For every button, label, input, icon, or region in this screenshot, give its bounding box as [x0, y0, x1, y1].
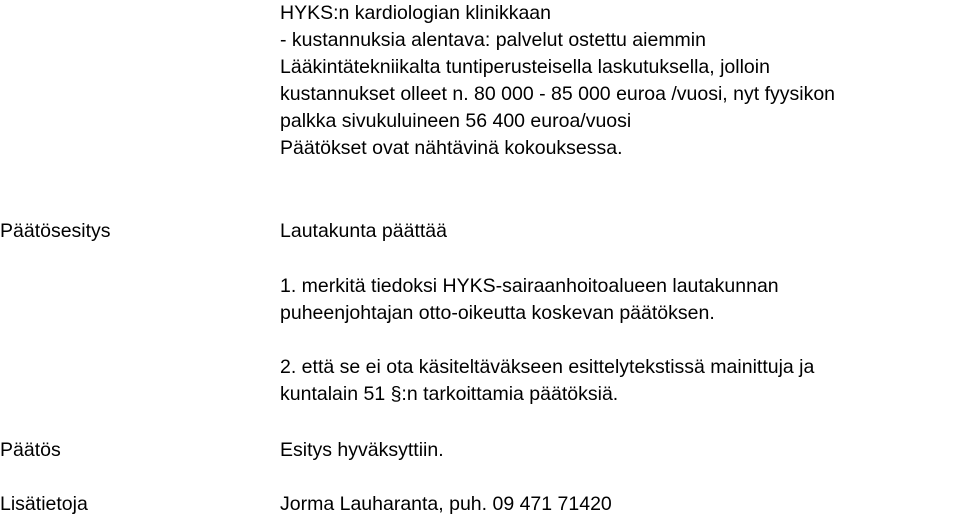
proposal-lead: Lautakunta päättää	[280, 220, 447, 242]
info-label: Lisätietoja	[0, 493, 88, 515]
intro-line: Lääkintätekniikalta tuntiperusteisella laskutuksella, jolloin	[280, 56, 770, 78]
proposal-item-1-line-2: puheenjohtajan otto-oikeutta koskevan päätöksen.	[280, 302, 715, 324]
decision-text: Esitys hyväksyttiin.	[280, 439, 444, 461]
info-contact: Jorma Lauharanta, puh. 09 471 71420	[280, 493, 612, 515]
proposal-item-1-line-1: 1. merkitä tiedoksi HYKS-sairaanhoitoalueen lautakunnan	[280, 275, 779, 297]
intro-line: - kustannuksia alentava: palvelut ostettu aiemmin	[280, 29, 706, 51]
proposal-item-2-line-1: 2. että se ei ota käsiteltäväkseen esittelytekstissä mainittuja ja	[280, 356, 815, 378]
proposal-item-2-line-2: kuntalain 51 §:n tarkoittamia päätöksiä.	[280, 383, 619, 405]
decision-label: Päätös	[0, 439, 61, 461]
intro-line: kustannukset olleet n. 80 000 - 85 000 euroa /vuosi, nyt fyysikon	[280, 83, 836, 105]
intro-line: HYKS:n kardiologian klinikkaan	[280, 2, 551, 24]
intro-line: Päätökset ovat nähtävinä kokouksessa.	[280, 137, 623, 159]
intro-line: palkka sivukuluineen 56 400 euroa/vuosi	[280, 110, 632, 132]
proposal-label: Päätösesitys	[0, 220, 111, 242]
